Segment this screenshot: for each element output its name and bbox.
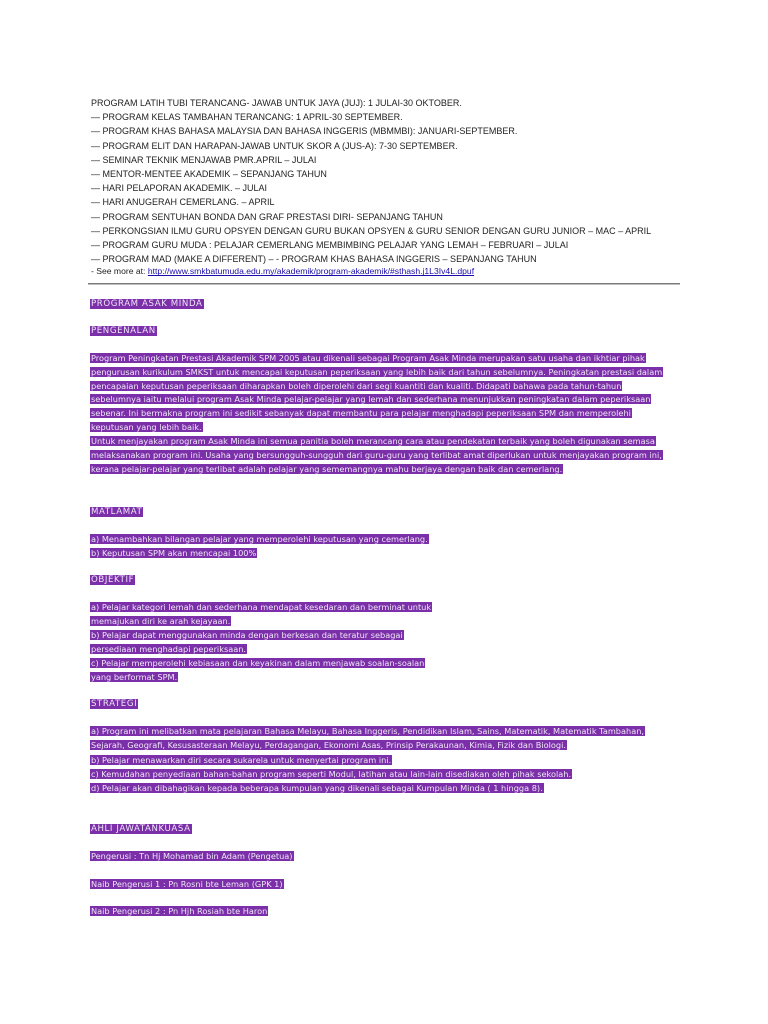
program-list	[91, 96, 691, 276]
strategi-item-a: a) Program ini melibatkan mata pelajaran Bahasa Melayu, Bahasa Inggeris, Pendidikan Islam, Sains, Matematik, Matematik Tambahan, Sejarah, Geografi, Kesusasteraan Melayu, Perdagangan, Ekonomi Asas, Prinsip Perakaunan, Kimia, Fizik dan Biologi.	[91, 726, 645, 750]
program-item: — PROGRAM GURU MUDA : PELAJAR CEMERLANG MEMBIMBING PELAJAR YANG LEMAH – FEBRUARI – JULAI	[91, 240, 569, 251]
objektif-line: memajukan diri ke arah kejayaan.	[91, 616, 231, 626]
see-more-prefix: - See more at:	[91, 266, 148, 277]
ajk-naib-pengerusi-2: Naib Pengerusi 2 : Pn Hjh Rosiah bte Haron	[91, 906, 268, 916]
ajk-pengerusi: Pengerusi : Tn Hj Mohamad bin Adam (Pengetua)	[91, 851, 293, 861]
program-item: — PROGRAM MAD (MAKE A DIFFERENT) – - PROGRAM KHAS BAHASA INGGERIS – SEPANJANG TAHUN	[91, 254, 537, 265]
see-more-line	[91, 266, 691, 276]
see-more-link[interactable]: http://www.smkbatumuda.edu.my/akademik/program-akademik/#sthash.j1L3Iv4L.dpuf	[147, 266, 475, 277]
ajk-naib-pengerusi-1: Naib Pengerusi 1 : Pn Rosni bte Leman (GPK 1)	[91, 879, 283, 889]
section-title: PROGRAM ASAK MINDA	[91, 299, 203, 309]
strategi-heading: STRATEGI	[91, 699, 138, 709]
objektif-line: yang berformat SPM.	[91, 672, 178, 682]
objektif-line: b) Pelajar dapat menggunakan minda dengan berkesan dan teratur sebagai	[91, 630, 403, 640]
objektif-line: c) Pelajar memperolehi kebiasaan dan keyakinan dalam menjawab soalan-soalan	[91, 658, 425, 668]
objektif-line: a) Pelajar kategori lemah dan sederhana mendapat kesedaran dan berminat untuk	[91, 602, 432, 612]
objektif-line: persediaan menghadapi peperiksaan.	[91, 644, 247, 654]
strategi-item-d: d) Pelajar akan dibahagikan kepada beberapa kumpulan yang dikenali sebagai Kumpulan Minda ( 1 hingga 8).	[91, 783, 543, 793]
strategi-item-c: c) Kemudahan penyediaan bahan-bahan program seperti Modul, latihan atau lain-lain disediakan oleh pihak sekolah.	[91, 769, 572, 779]
matlamat-heading: MATLAMAT	[91, 507, 143, 517]
pengenalan-heading: PENGENALAN	[91, 326, 156, 336]
matlamat-item: b) Keputusan SPM akan mencapai 100%	[91, 548, 257, 558]
program-item: — HARI ANUGERAH CEMERLANG. – APRIL	[91, 197, 275, 208]
program-item: — PERKONGSIAN ILMU GURU OPSYEN DENGAN GURU BUKAN OPSYEN & GURU SENIOR DENGAN GURU JUNIOR – MAC – APRIL	[91, 225, 652, 236]
program-item: — PROGRAM ELIT DAN HARAPAN-JAWAB UNTUK SKOR A (JUS-A): 7-30 SEPTEMBER.	[91, 140, 458, 151]
program-item: — PROGRAM KELAS TAMBAHAN TERANCANG: 1 APRIL-30 SEPTEMBER.	[91, 112, 403, 123]
program-item: — PROGRAM KHAS BAHASA MALAYSIA DAN BAHASA INGGERIS (MBMMBI): JANUARI-SEPTEMBER.	[91, 126, 518, 137]
program-item: — MENTOR-MENTEE AKADEMIK – SEPANJANG TAHUN	[91, 169, 327, 180]
program-item: — SEMINAR TEKNIK MENJAWAB PMR.APRIL – JULAI	[91, 154, 317, 165]
program-item: — HARI PELAPORAN AKADEMIK. – JULAI	[91, 183, 268, 194]
matlamat-item: a) Menambahkan bilangan pelajar yang memperolehi keputusan yang cemerlang.	[91, 534, 428, 544]
pengenalan-paragraph-2: Untuk menjayakan program Asak Minda ini semua panitia boleh merancang cara atau pendekatan terbaik yang boleh digunakan semasa melaksanakan program ini. Usaha yang bersungguh-sungguh dari guru-guru yang terlibat amat diperlukan untuk menjayakan program ini, kerana pelajar-pelajar yang terlibat adalah pelajar yang sememangnya mahu berjaya dengan baik dan cemerlang.	[91, 436, 662, 474]
strategi-item-b: b) Pelajar menawarkan diri secara sukarela untuk menyertai program ini.	[91, 755, 392, 765]
program-item: — PROGRAM SENTUHAN BONDA DAN GRAF PRESTASI DIRI- SEPANJANG TAHUN	[91, 211, 443, 222]
objektif-heading: OBJEKTIF	[91, 575, 135, 585]
horizontal-divider	[88, 283, 680, 285]
pengenalan-paragraph-1: Program Peningkatan Prestasi Akademik SPM 2005 atau dikenali sebagai Program Asak Minda merupakan satu usaha dan ikhtiar pihak pengurusan kurikulum SMKST untuk mencapai keputusan peperiksaan yang lebih baik dari tahun sebelumnya. Peningkatan prestasi dalam pencapaian keputusan peperiksaan diharapkan boleh diperolehi dari segi kuantiti dan kualiti. Didapati bahawa pada tahun-tahun sebelumnya iaitu melalui program Asak Minda pelajar-pelajar yang lemah dan sederhana menunjukkan peningkatan dalam peperiksaan sebenar. Ini bermakna program ini sedikit sebanyak dapat membantu para pelajar menghadapi peperiksaan SPM dan memperolehi keputusan yang lebih baik.	[91, 353, 663, 432]
ajk-heading: AHLI JAWATANKUASA	[91, 824, 191, 834]
program-item: PROGRAM LATIH TUBI TERANCANG- JAWAB UNTUK JAYA (JUJ): 1 JULAI-30 OKTOBER.	[91, 98, 462, 108]
